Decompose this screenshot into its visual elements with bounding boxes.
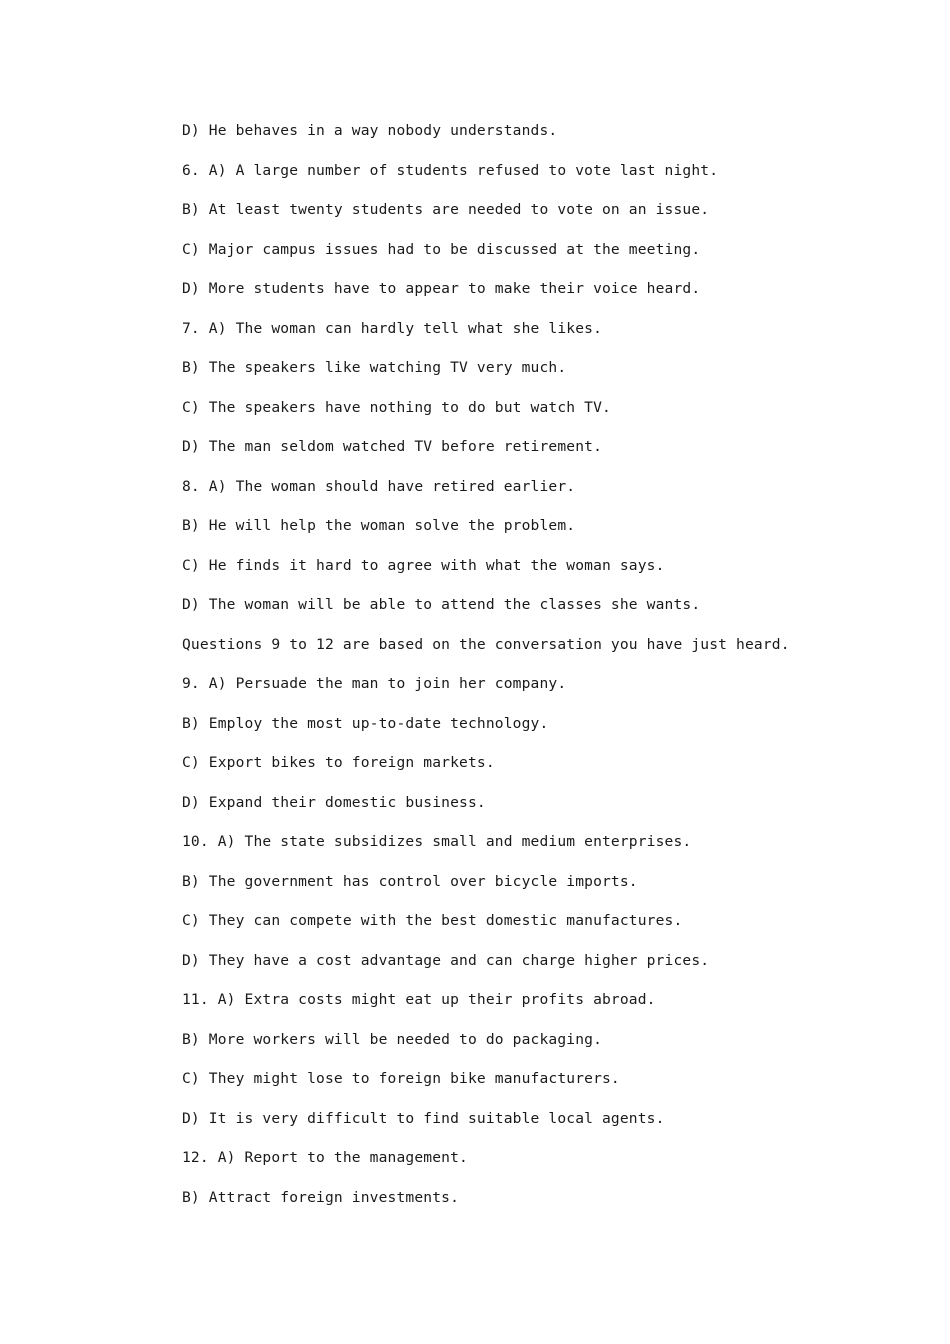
answer-option-6d: D) More students have to appear to make their voice heard. <box>182 280 701 297</box>
answer-option-10b: B) The government has control over bicycle imports. <box>182 872 638 890</box>
question-10-option-a: 10. A) The state subsidizes small and medium enterprises. <box>182 833 692 850</box>
question-6-option-a: 6. A) A large number of students refused to vote last night. <box>182 161 719 179</box>
answer-option-12b: B) Attract foreign investments. <box>182 1188 460 1206</box>
answer-option-8b: B) He will help the woman solve the problem. <box>182 517 576 534</box>
answer-option-10d: D) They have a cost advantage and can charge higher prices. <box>182 951 710 969</box>
question-12-option-a: 12. A) Report to the management. <box>182 1149 468 1166</box>
answer-option-6c: C) Major campus issues had to be discussed at the meeting. <box>182 240 701 258</box>
answer-option-8d: D) The woman will be able to attend the classes she wants. <box>182 596 701 613</box>
section-instruction: Questions 9 to 12 are based on the conversation you have just heard. <box>182 635 790 653</box>
answer-option-9d: D) Expand their domestic business. <box>182 793 486 811</box>
question-11-option-a: 11. A) Extra costs might eat up their profits abroad. <box>182 991 656 1008</box>
answer-option-11c: C) They might lose to foreign bike manufacturers. <box>182 1070 620 1087</box>
answer-option-6b: B) At least twenty students are needed to vote on an issue. <box>182 201 710 218</box>
answer-option-9b: B) Employ the most up-to-date technology. <box>182 714 549 732</box>
answer-option-7d: D) The man seldom watched TV before retirement. <box>182 438 603 455</box>
answer-option-7c: C) The speakers have nothing to do but watch TV. <box>182 398 611 416</box>
answer-option-11b: B) More workers will be needed to do packaging. <box>182 1030 603 1048</box>
question-8-option-a: 8. A) The woman should have retired earlier. <box>182 477 576 495</box>
answer-option-9c: C) Export bikes to foreign markets. <box>182 754 495 771</box>
answer-option-8c: C) He finds it hard to agree with what the woman says. <box>182 556 665 574</box>
question-7-option-a: 7. A) The woman can hardly tell what she likes. <box>182 319 603 337</box>
answer-option-11d: D) It is very difficult to find suitable local agents. <box>182 1109 665 1127</box>
answer-option-10c: C) They can compete with the best domestic manufactures. <box>182 912 683 929</box>
question-list <box>182 121 882 1227</box>
answer-option-5d: D) He behaves in a way nobody understands. <box>182 122 558 139</box>
answer-option-7b: B) The speakers like watching TV very much. <box>182 359 567 376</box>
question-9-option-a: 9. A) Persuade the man to join her company. <box>182 675 567 692</box>
